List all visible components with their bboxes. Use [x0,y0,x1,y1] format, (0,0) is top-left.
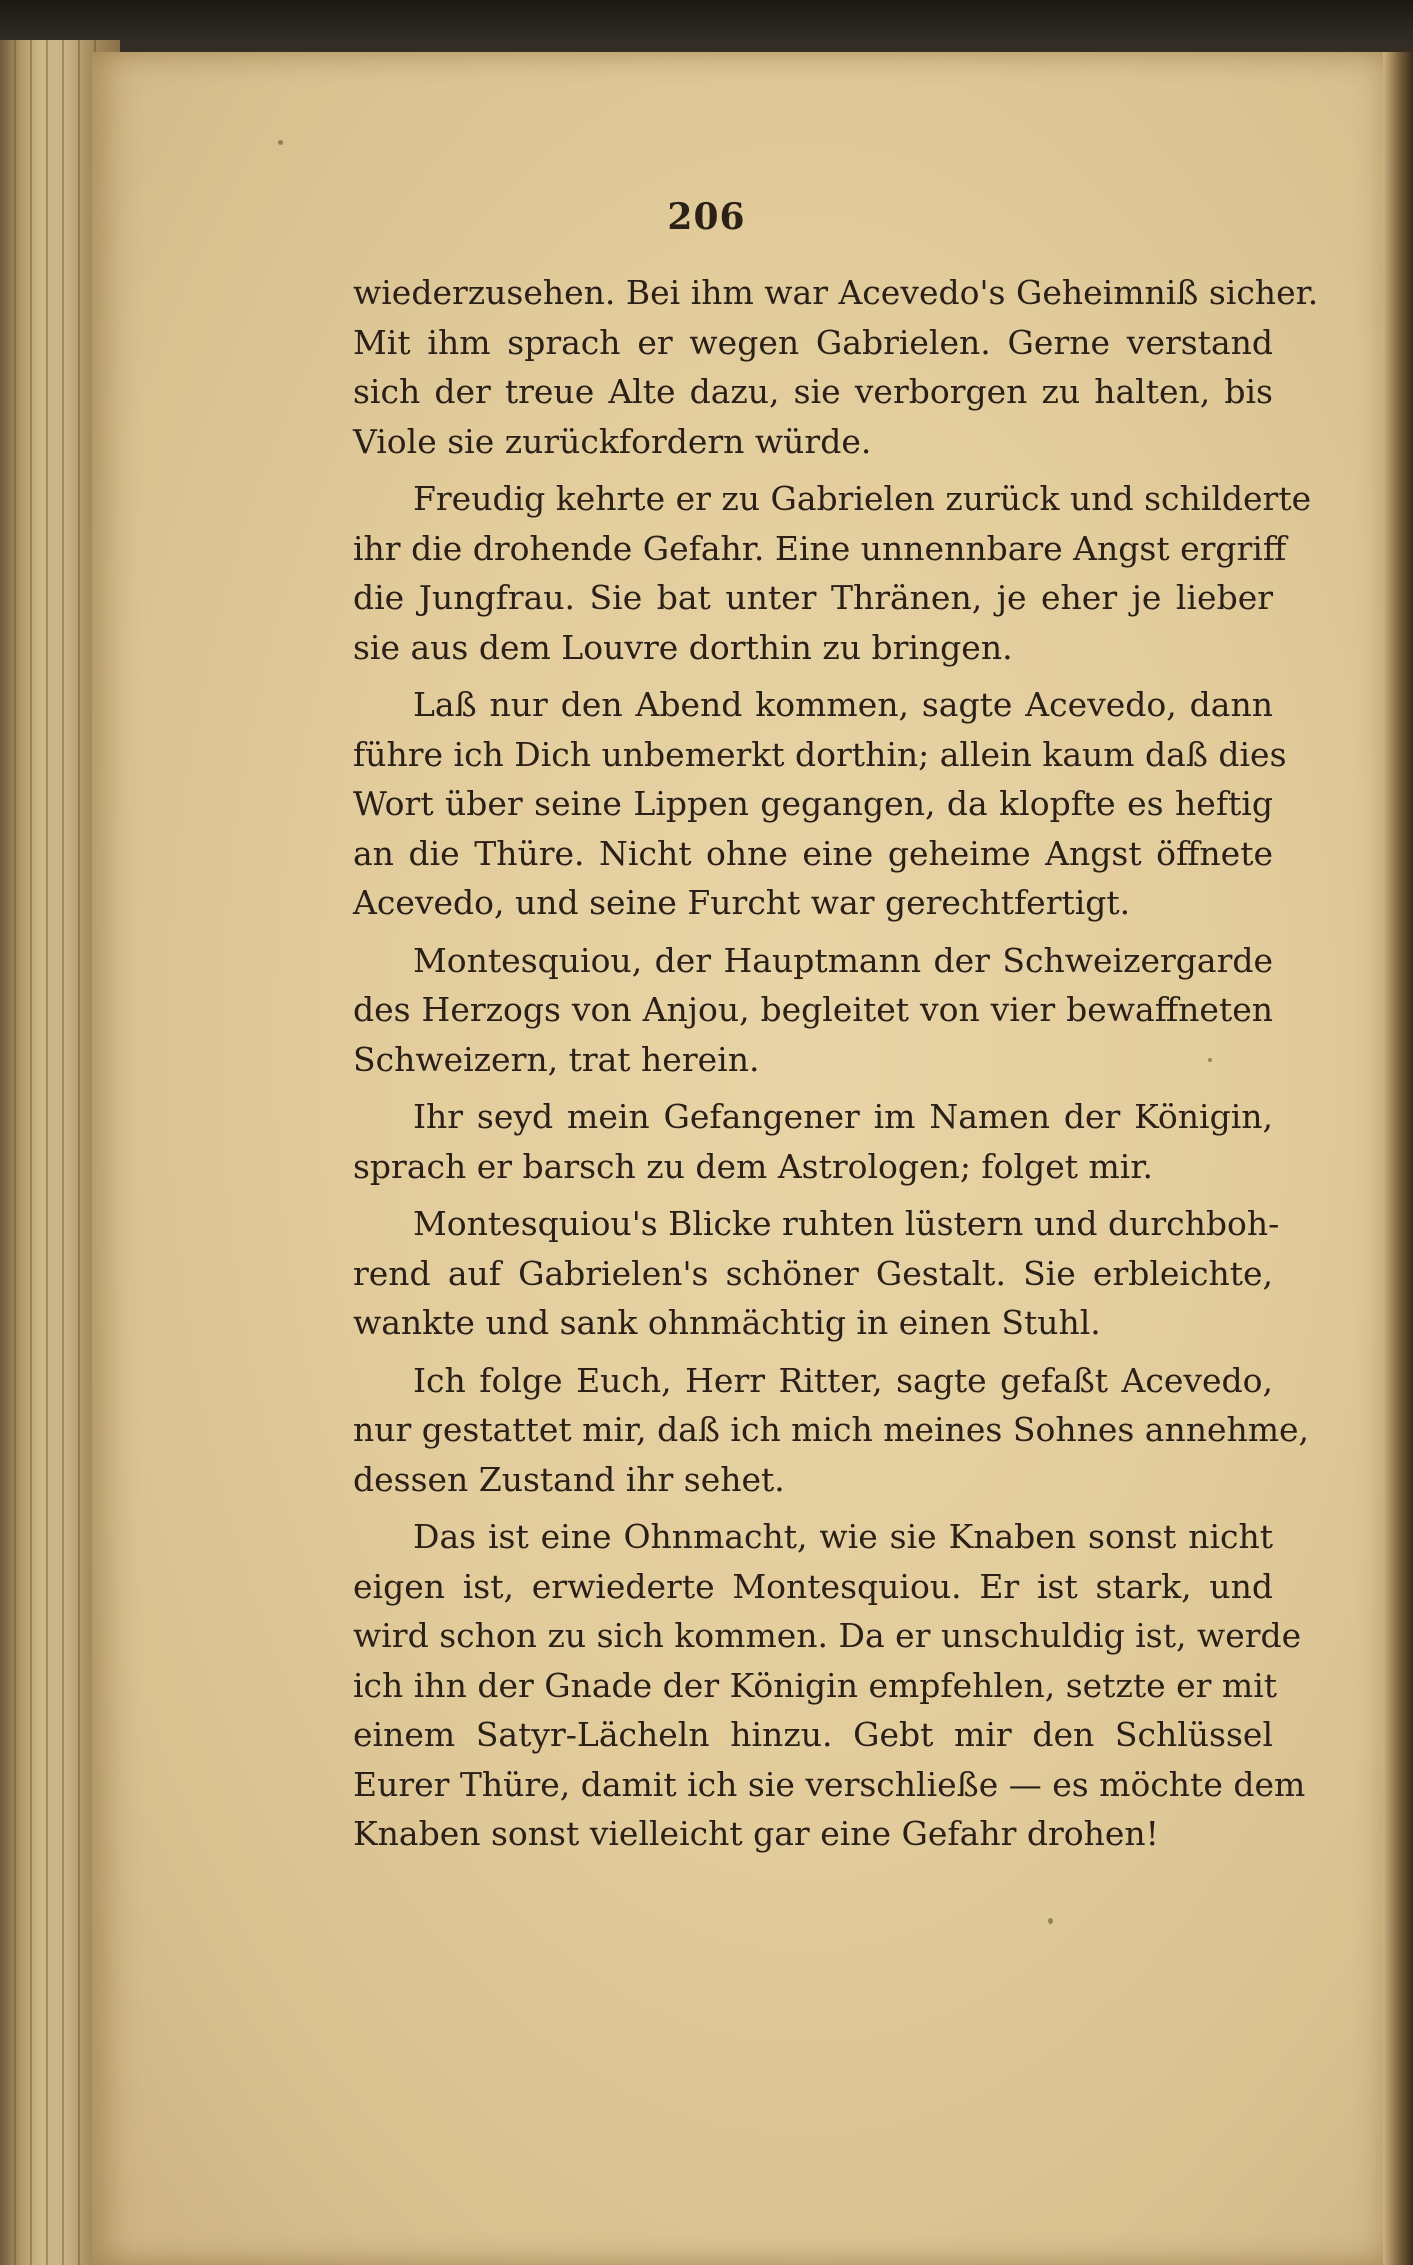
text-line: Wort über seine Lippen gegangen, da klopfte es heftig [353,784,1273,823]
text-line: Freudig kehrte er zu Gabrielen zurück und schilderte [413,479,1312,518]
text-line: ich ihn der Gnade der Königin empfehlen, setzte er mit [353,1665,1278,1705]
paragraph [353,680,1287,928]
paragraph [353,1512,1306,1859]
page-number: 206 [667,196,746,238]
text-line: Eurer Thüre, damit ich sie verschließe — es möchte dem [353,1764,1306,1804]
text-line: Das ist eine Ohnmacht, wie sie Knaben sonst nicht [413,1517,1273,1556]
scan-right-border [1383,52,1413,2265]
text-line: dessen Zustand ihr sehet. [353,1459,785,1499]
text-line: Montesquiou's Blicke ruhten lüstern und durchboh- [413,1204,1280,1243]
text-line: einem Satyr-Lächeln hinzu. Gebt mir den Schlüssel [353,1715,1273,1754]
body-text [353,268,1319,1867]
text-line: Mit ihm sprach er wegen Gabrielen. Gerne verstand [353,322,1273,362]
text-line: eigen ist, erwiederte Montesquiou. Er ist stark, und [353,1566,1273,1606]
paragraph [353,268,1319,466]
text-line: Ihr seyd mein Gefangener im Namen der Königin, [413,1097,1273,1136]
text-line: sprach er barsch zu dem Astrologen; folget mir. [353,1146,1153,1186]
text-line: wankte und sank ohnmächtig in einen Stuhl. [353,1303,1101,1342]
text-line: Ich folge Euch, Herr Ritter, sagte gefaßt Acevedo, [413,1360,1273,1400]
paragraph [353,1356,1310,1505]
paragraph [353,1092,1273,1191]
text-line: die Jungfrau. Sie bat unter Thränen, je eher je lieber [353,578,1273,617]
paragraph [353,474,1312,672]
paper-speck [1048,1918,1053,1924]
text-line: Acevedo, und seine Furcht war gerechtfertigt. [353,883,1131,922]
text-line: des Herzogs von Anjou, begleitet von vier bewaffneten [353,990,1273,1029]
text-line: ihr die drohende Gefahr. Eine unnennbare Angst ergriff [353,528,1287,568]
text-line: an die Thüre. Nicht ohne eine geheime Angst öffnete [353,833,1273,873]
text-line: Viole sie zurückfordern würde. [353,421,872,461]
text-line: sich der treue Alte dazu, sie verborgen zu halten, bis [353,372,1273,411]
paragraph [353,1199,1280,1348]
text-line: führe ich Dich unbemerkt dorthin; allein kaum daß dies [353,734,1287,774]
text-line: sie aus dem Louvre dorthin zu bringen. [353,627,1013,667]
paragraph [353,936,1273,1085]
text-line: rend auf Gabrielen's schöner Gestalt. Sie erbleichte, [353,1253,1273,1293]
text-line: Schweizern, trat herein. [353,1039,760,1079]
text-line: Laß nur den Abend kommen, sagte Acevedo, dann [413,685,1273,724]
paper-speck [278,140,283,145]
text-line: wird schon zu sich kommen. Da er unschuldig ist, werde [353,1616,1302,1655]
text-line: wiederzusehen. Bei ihm war Acevedo's Geheimniß sicher. [353,273,1319,312]
text-line: Knaben sonst vielleicht gar eine Gefahr drohen! [353,1814,1159,1853]
text-line: Montesquiou, der Hauptmann der Schweizergarde [413,940,1273,980]
text-line: nur gestattet mir, daß ich mich meines Sohnes annehme, [353,1410,1310,1449]
